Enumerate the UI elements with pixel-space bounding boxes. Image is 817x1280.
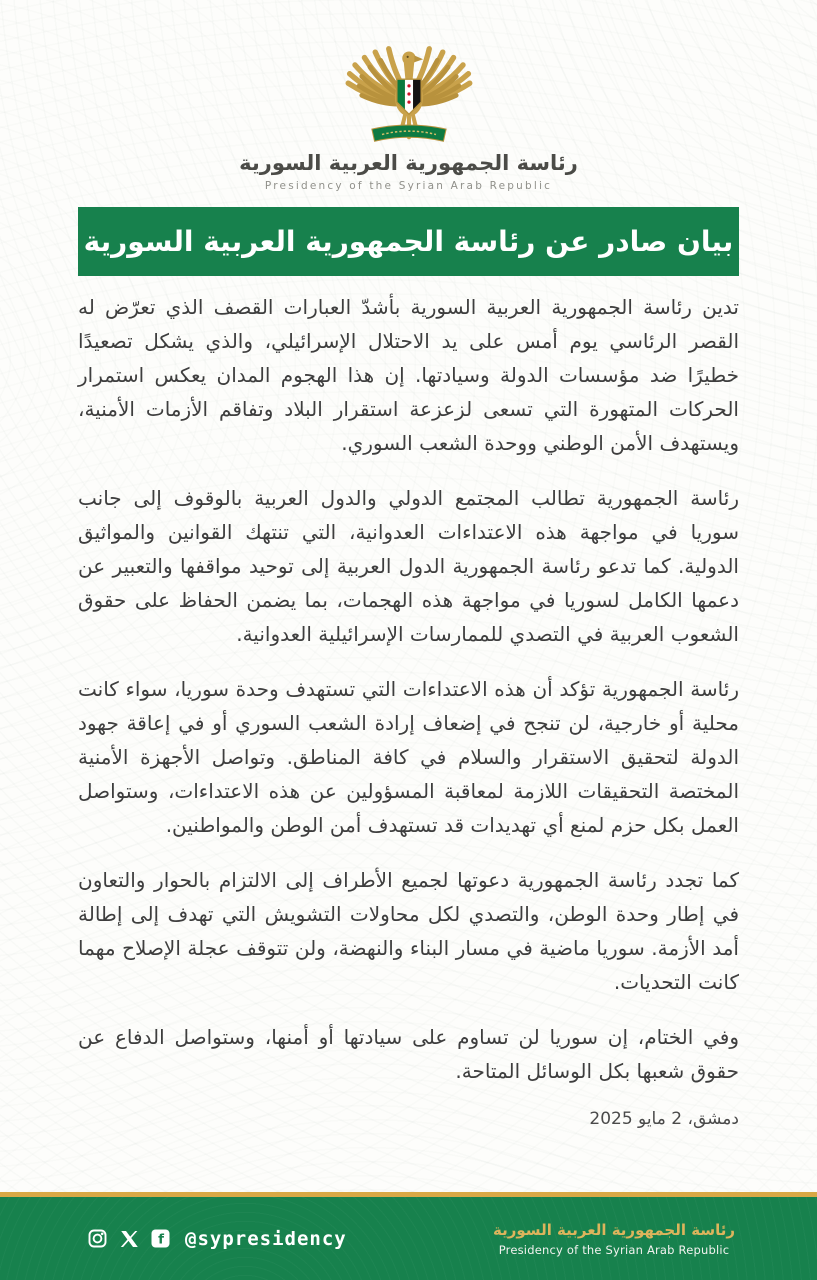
footer-org (493, 1221, 735, 1257)
org-title-arabic: رئاسة الجمهورية العربية السورية (239, 151, 578, 175)
statement-paragraph: رئاسة الجمهورية تطالب المجتمع الدولي والدول العربية بالوقوف إلى جانب سوريا في مواجهة هذه الاعتداءات العدوانية، التي تنتهك القوانين والمواثيق الدولية. كما تدعو رئاسة الجمهورية الدول العربية إلى توحيد مواقفها والتعبير عن دعمها الكامل لسوريا في مواجهة هذه الهجمات، بما يضمن الحفاظ على حقوق الشعوب العربية في التصدي للممارسات الإسرائيلية العدوانية. (78, 486, 739, 646)
statement-banner (78, 207, 739, 276)
social-handle[interactable]: @sypresidency (185, 1227, 347, 1250)
statement-body (78, 290, 739, 1088)
org-title-english: Presidency of the Syrian Arab Republic (264, 180, 553, 192)
social-links (88, 1228, 347, 1250)
footer-org-arabic: رئاسة الجمهورية العربية السورية (493, 1220, 735, 1239)
footer-bar (0, 1197, 817, 1280)
x-icon[interactable] (120, 1230, 138, 1248)
statement-paragraph: كما تجدد رئاسة الجمهورية دعوتها لجميع الأطراف إلى الالتزام بالحوار والتعاون في إطار وحدة الوطن، والتصدي لكل محاولات التشويش التي تهدف إلى إطالة أمد الأزمة. سوريا ماضية في مسار البناء والنهضة، ولن تتوقف عجلة الإصلاح مهما كانت التحديات. (78, 868, 739, 994)
dateline: دمشق، 2 مايو 2025 (589, 1109, 739, 1129)
banner-title: بيان صادر عن رئاسة الجمهورية العربية السورية (83, 225, 734, 258)
masthead (0, 0, 817, 192)
syrian-golden-eagle-emblem (334, 40, 484, 148)
svg-text:f: f (158, 1231, 164, 1248)
statement-paragraph: وفي الختام، إن سوريا لن تساوم على سيادتها أو أمنها، وستواصل الدفاع عن حقوق شعبها بكل الوسائل المتاحة. (78, 1025, 739, 1083)
statement-paragraph: رئاسة الجمهورية تؤكد أن هذه الاعتداءات التي تستهدف وحدة سوريا، سواء كانت محلية أو خارجية، لن تنجح في إضعاف إرادة الشعب السوري أو في إعاقة جهود الدولة لتحقيق الاستقرار والسلام في كافة المناطق. وتواصل الأجهزة الأمنية المختصة التحقيقات اللازمة لمعاقبة المسؤولين عن هذه الاعتداءات، وستواصل العمل بكل حزم لمنع أي تهديدات قد تستهدف أمن الوطن والمواطنين. (78, 677, 739, 837)
instagram-icon[interactable] (88, 1229, 107, 1248)
facebook-icon[interactable] (151, 1229, 170, 1248)
footer (0, 1192, 817, 1280)
statement-paragraph: تدين رئاسة الجمهورية العربية السورية بأشدّ العبارات القصف الذي تعرّض له القصر الرئاسي يوم أمس على يد الاحتلال الإسرائيلي، والذي يشكل تصعيدًا خطيرًا ضد مؤسسات الدولة وسيادتها. إن هذا الهجوم المدان يعكس استمرار الحركات المتهورة التي تسعى لزعزعة استقرار البلاد وتفاقم الأزمات الأمنية، ويستهدف الأمن الوطني ووحدة الشعب السوري. (78, 295, 739, 455)
footer-org-english: Presidency of the Syrian Arab Republic (498, 1242, 730, 1257)
